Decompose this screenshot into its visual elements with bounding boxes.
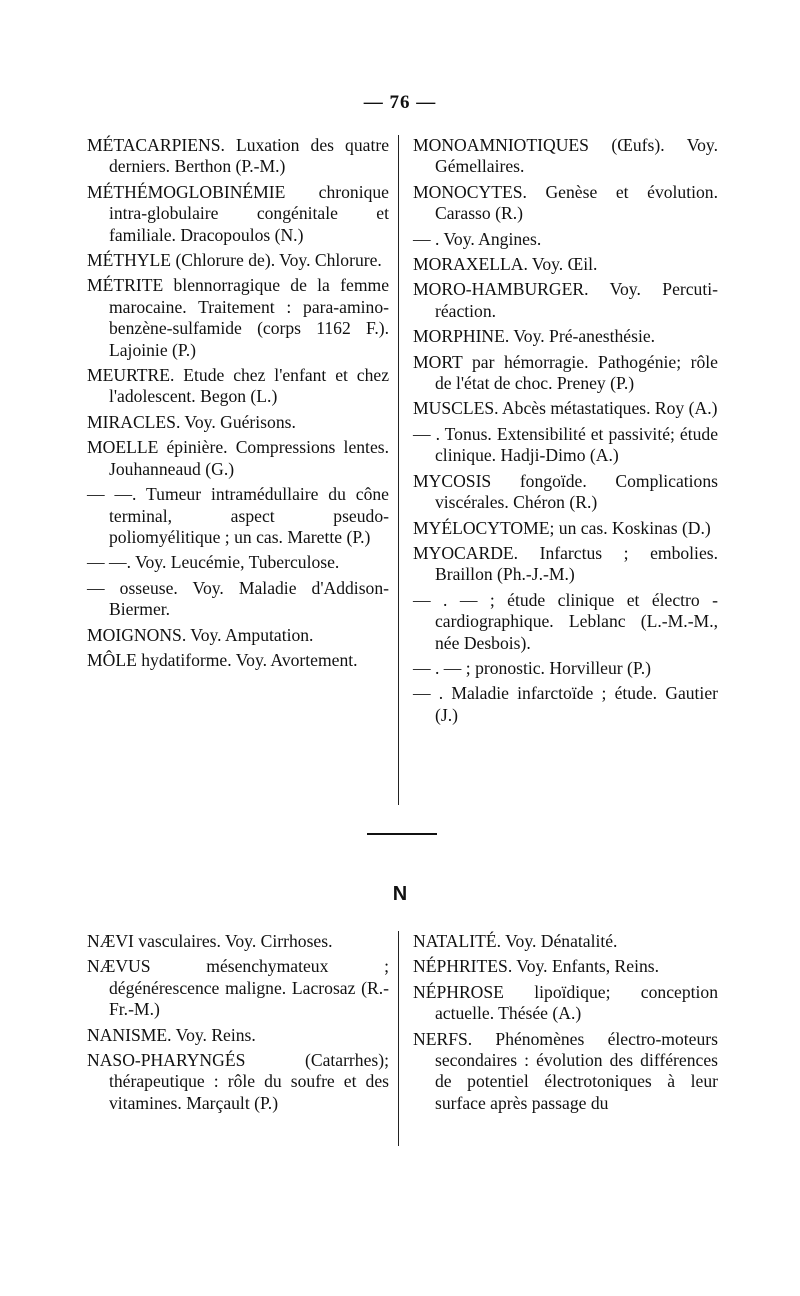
index-entry: — . — ; pronostic. Horvilleur (P.) [413,657,651,678]
index-entry: NATALITÉ. Voy. Dénatalité. [413,931,618,951]
index-entry: MUSCLES. Abcès métastatiques. Roy (A.) [413,398,718,419]
index-entry: — . Tonus. Extensibilité et passivité; étude clinique. Hadji-Dimo (A.) [413,423,718,466]
index-entry: MONOAMNIOTIQUES (Œufs). Voy. Gémellaires. [413,135,718,177]
index-entry: MORT par hémorragie. Pathogénie; rôle de l'état de choc. Preney (P.) [413,351,718,394]
index-entry: NÉPHROSE lipoïdique; conception actuelle. Thésée (A.) [413,981,718,1024]
index-entry: MÉTHÉMOGLOBINÉMIE chronique intra-globulaire congénitale et familiale. Dracopoulos (N.) [87,181,389,245]
section-letter: N [392,883,408,905]
section-rule [367,833,437,835]
index-entry: NERFS. Phénomènes électro-moteurs secondaires : évolution des différences de potentiel électrotoniques à leur surface après passage du [413,1028,718,1113]
index-entry: MIRACLES. Voy. Guérisons. [87,411,296,432]
index-entry: MYÉLOCYTOME; un cas. Koskinas (D.) [413,517,711,538]
index-entry: MÔLE hydatiforme. Voy. Avortement. [87,649,358,670]
index-entry: NANISME. Voy. Reins. [87,1024,256,1045]
column-divider [398,135,399,805]
index-entry: — osseuse. Voy. Maladie d'Addison-Biermer. [87,577,389,620]
index-entry: MORPHINE. Voy. Pré-anesthésie. [413,326,656,347]
page-number: — 76 — [363,92,437,113]
index-entry: — —. Voy. Leucémie, Tuberculose. [87,552,340,573]
index-column-2 [413,135,718,730]
index-entry: — . Maladie infarctoïde ; étude. Gautier (J.) [413,683,718,725]
index-entry: MEURTRE. Etude chez l'enfant et chez l'adolescent. Begon (L.) [87,365,389,407]
index-entry: MYCOSIS fongoïde. Complications viscérales. Chéron (R.) [413,470,718,513]
index-entry: MORAXELLA. Voy. Œil. [413,254,598,275]
index-entry: NÆVUS mésenchymateux ; dégénérescence maligne. Lacrosaz (R.-Fr.-M.) [87,956,389,1020]
index-column-4 [413,931,718,1118]
index-entry: MOELLE épinière. Compressions lentes. Jouhanneaud (G.) [87,437,389,479]
index-column-1 [87,135,389,675]
index-entry: MÉTRITE blennorragique de la femme marocaine. Traitement : para-amino-benzène-sulfamide (corps 1162 F.). Lajoinie (P.) [87,275,389,360]
index-entry: MOIGNONS. Voy. Amputation. [87,624,314,645]
index-entry: NÉPHRITES. Voy. Enfants, Reins. [413,956,659,977]
index-column-3 [87,931,389,1118]
index-entry: MORO-HAMBURGER. Voy. Percuti-réaction. [413,279,718,321]
index-entry: MYOCARDE. Infarctus ; embolies. Braillon (Ph.-J.-M.) [413,542,718,585]
index-entry: MÉTHYLE (Chlorure de). Voy. Chlorure. [87,250,382,271]
index-entry: NASO-PHARYNGÉS (Catarrhes); thérapeutique : rôle du soufre et des vitamines. Marçault (P.) [87,1050,389,1113]
index-entry: — . — ; étude clinique et électro - cardiographique. Leblanc (L.-M.-M., née Desbois). [413,589,718,653]
index-entry: NÆVI vasculaires. Voy. Cirrhoses. [87,931,333,951]
index-entry: MÉTACARPIENS. Luxation des quatre derniers. Berthon (P.-M.) [87,135,389,177]
index-entry: — . Voy. Angines. [413,228,542,249]
index-entry: — —. Tumeur intramédullaire du cône terminal, aspect pseudo-poliomyélitique ; un cas. Marette (P.) [87,484,389,547]
index-entry: MONOCYTES. Genèse et évolution. Carasso (R.) [413,181,718,224]
column-divider [398,931,399,1146]
